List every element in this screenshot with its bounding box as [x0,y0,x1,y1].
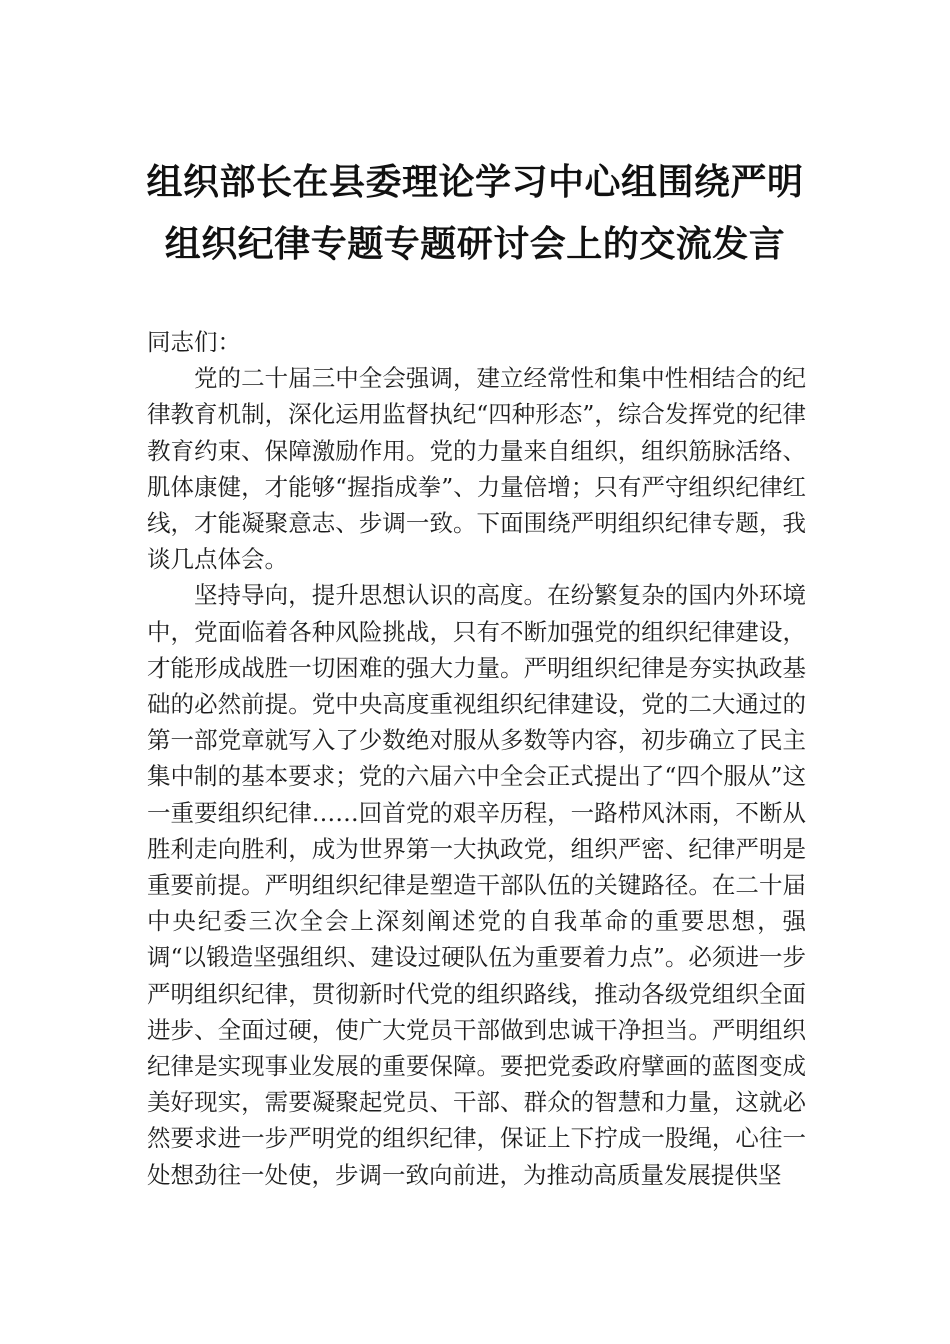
paragraph-guidance: 坚持导向，提升思想认识的高度。在纷繁复杂的国内外环境中，党面临着各种风险挑战，只有不断加强党的组织纪律建设，才能形成战胜一切困难的强大力量。严明组织纪律是夯实执政基础的必然前提。党中央高度重视组织纪律建设，党的二大通过的第一部党章就写入了少数绝对服从多数等内容，初步确立了民主集中制的基本要求；党的六届六中全会正式提出了“四个服从”这一重要组织纪律……回首党的艰辛历程，一路栉风沐雨，不断从胜利走向胜利，成为世界第一大执政党，组织严密、纪律严明是重要前提。严明组织纪律是塑造干部队伍的关键路径。在二十届中央纪委三次全会上深刻阐述党的自我革命的重要思想，强调“以锻造坚强组织、建设过硬队伍为重要着力点”。必须进一步严明组织纪律，贯彻新时代党的组织路线，推动各级党组织全面进步、全面过硬，使广大党员干部做到忠诚干净担当。严明组织纪律是实现事业发展的重要保障。要把党委政府擘画的蓝图变成美好现实，需要凝聚起党员、干部、群众的智慧和力量，这就必然要求进一步严明党的组织纪律，保证上下拧成一股绳，心往一处想劲往一处使，步调一致向前进，为推动高质量发展提供坚 [147,581,806,1189]
salutation: 同志们： [147,328,241,356]
document-body [147,324,806,1193]
title-line-2: 组织纪律专题专题研讨会上的交流发言 [164,224,786,265]
paragraph-intro: 党的二十届三中全会强调，建立经常性和集中性相结合的纪律教育机制，深化运用监督执纪“四种形态”，综合发挥党的纪律教育约束、保障激励作用。党的力量来自组织，组织筋脉活络、肌体康健，才能够“握指成拳”、力量倍增；只有严守组织纪律红线，才能凝聚意志、步调一致。下面围绕严明组织纪律专题，我谈几点体会。 [147,364,806,574]
title-line-1: 组织部长在县委理论学习中心组围绕严明 [146,162,804,203]
document-title [100,152,850,276]
